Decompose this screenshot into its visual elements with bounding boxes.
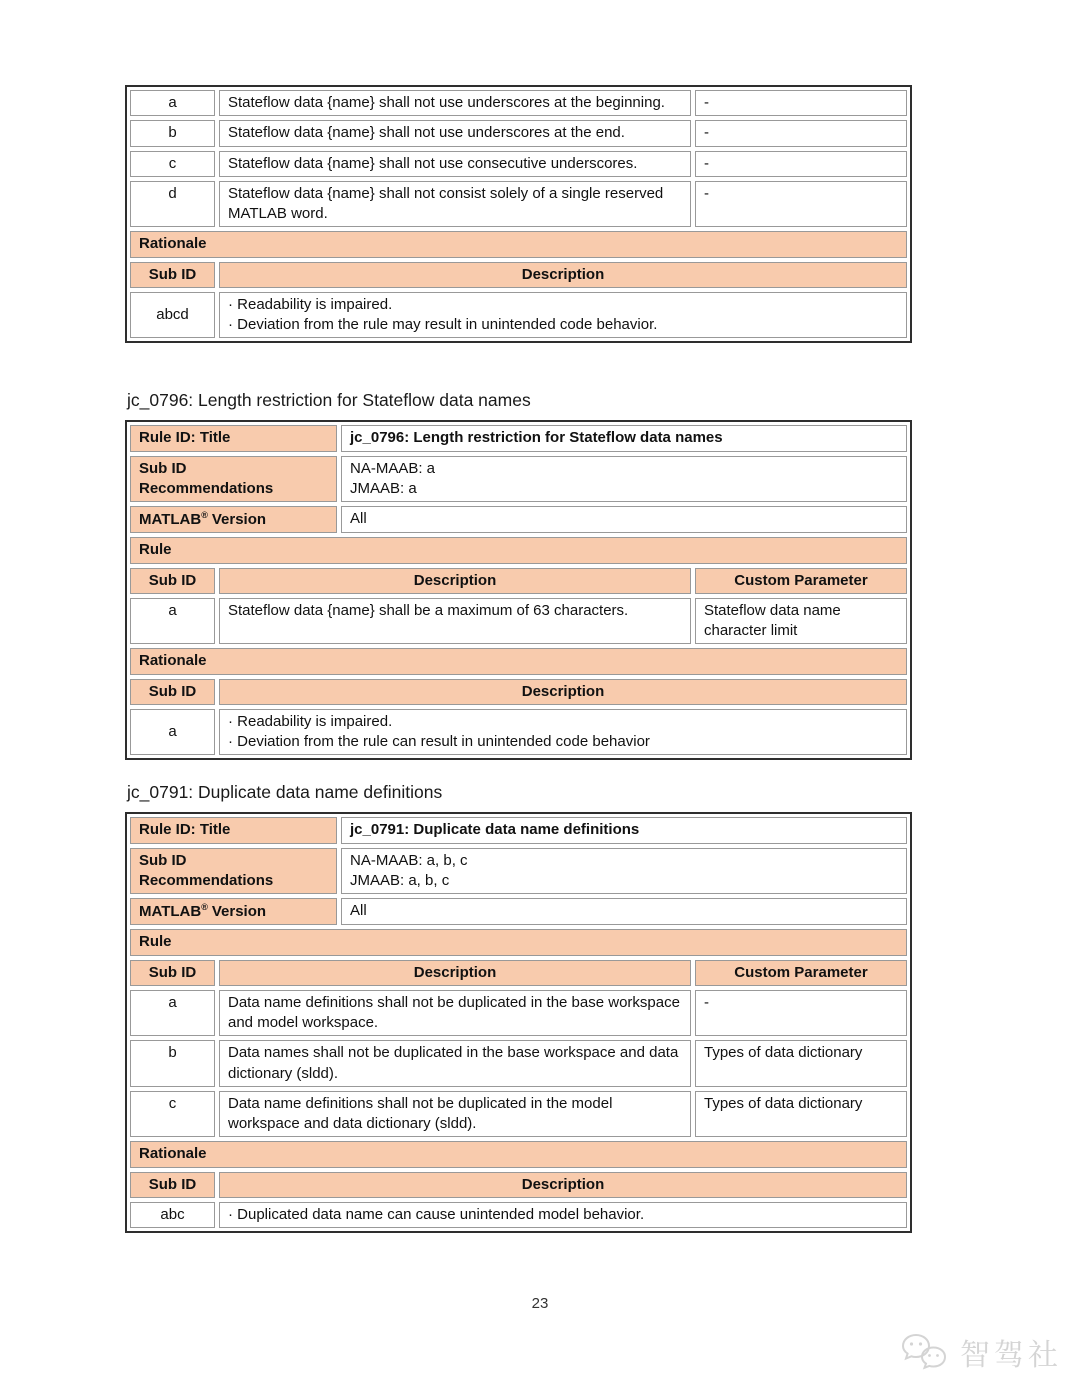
matlab-brand: MATLAB (139, 903, 202, 920)
custom-parameter-header-cell: Custom Parameter (695, 960, 907, 986)
matlab-brand: MATLAB (139, 511, 202, 528)
custom-parameter-cell: - (695, 990, 907, 1037)
table-row (130, 817, 907, 843)
rationale-header-cell: Rationale (130, 231, 907, 257)
wechat-bubbles-icon (900, 1332, 952, 1372)
sub-id-header-cell: Sub ID (130, 679, 215, 705)
sub-id-cell: abcd (130, 292, 215, 339)
table-row (130, 648, 907, 674)
recommendation-line: NA-MAAB: a, b, c (350, 851, 468, 869)
description-cell: Stateflow data {name} shall not use underscores at the beginning. (219, 90, 691, 116)
page-number: 23 (531, 1295, 549, 1312)
label-line: Sub ID (139, 459, 187, 477)
rule-id-title-label-cell: Rule ID: Title (130, 817, 337, 843)
table-row (130, 960, 907, 986)
rule-id-title-value-cell: jc_0796: Length restriction for Stateflow data names (341, 425, 907, 451)
bullet-line: · Deviation from the rule may result in unintended code behavior. (228, 316, 658, 333)
recommendation-line: NA-MAAB: a (350, 459, 436, 477)
version-word: Version (211, 511, 267, 528)
sub-id-cell: c (130, 1091, 215, 1138)
page-content (125, 85, 912, 1233)
sub-id-cell: b (130, 1040, 215, 1087)
sub-id-cell: a (130, 990, 215, 1037)
rule-heading-jc-0791: jc_0791: Duplicate data name definitions (127, 782, 443, 803)
table-row (130, 181, 907, 228)
rule-table-continued (125, 85, 912, 343)
matlab-version-label-cell (130, 506, 337, 533)
table-row (130, 456, 907, 503)
matlab-version-value-cell: All (341, 506, 907, 533)
rule-header-cell: Rule (130, 537, 907, 563)
recommendations-value-cell (341, 456, 907, 503)
description-cell: Stateflow data {name} shall not use consecutive underscores. (219, 151, 691, 177)
table-row (130, 848, 907, 895)
rule-table-jc-0791 (125, 812, 912, 1233)
table-row (130, 1040, 907, 1087)
table-row (130, 990, 907, 1037)
custom-parameter-cell: - (695, 120, 907, 146)
description-cell: Stateflow data {name} shall not consist solely of a single reserved MATLAB word. (219, 181, 691, 228)
table-row (130, 506, 907, 533)
rule-id-title-value-cell: jc_0791: Duplicate data name definitions (341, 817, 907, 843)
custom-parameter-cell: Stateflow data name character limit (695, 598, 907, 645)
registered-mark: ® (201, 902, 208, 912)
sub-id-cell: a (130, 598, 215, 645)
recommendations-value-cell (341, 848, 907, 895)
rule-heading-jc-0796: jc_0796: Length restriction for Stateflow data names (127, 390, 531, 411)
version-word: Version (211, 903, 267, 920)
description-header-cell: Description (219, 1172, 907, 1198)
bullet-line: · Readability is impaired. (228, 295, 393, 313)
sub-id-cell: b (130, 120, 215, 146)
description-header-cell: Description (219, 262, 907, 288)
sub-id-header-cell: Sub ID (130, 1172, 215, 1198)
rationale-header-cell: Rationale (130, 1141, 907, 1167)
recommendation-line: JMAAB: a, b, c (350, 871, 450, 889)
description-header-cell: Description (219, 960, 691, 986)
table-row (130, 425, 907, 451)
table-row (130, 537, 907, 563)
table-row (130, 568, 907, 594)
table-row (130, 151, 907, 177)
description-cell: Stateflow data {name} shall not use underscores at the end. (219, 120, 691, 146)
label-line: Recommendations (139, 479, 274, 497)
table-row (130, 1172, 907, 1198)
sub-id-cell: d (130, 181, 215, 228)
rationale-bullets-cell (219, 709, 907, 756)
description-cell: Data name definitions shall not be duplicated in the base workspace and model workspace. (219, 990, 691, 1037)
description-header-cell: Description (219, 679, 907, 705)
rule-header-cell: Rule (130, 929, 907, 955)
sub-id-cell: a (130, 709, 215, 756)
rationale-header-cell: Rationale (130, 648, 907, 674)
sub-id-cell: a (130, 90, 215, 116)
custom-parameter-cell: Types of data dictionary (695, 1040, 907, 1087)
sub-id-recommendations-label-cell (130, 848, 337, 895)
bullet-line: · Deviation from the rule can result in unintended code behavior (228, 733, 650, 750)
matlab-version-value-cell: All (341, 898, 907, 925)
table-row (130, 1202, 907, 1228)
rationale-bullets-cell (219, 292, 907, 339)
description-cell: Data names shall not be duplicated in the base workspace and data dictionary (sldd). (219, 1040, 691, 1087)
registered-mark: ® (201, 510, 208, 520)
bullet-line: · Duplicated data name can cause unintended model behavior. (228, 1205, 645, 1223)
sub-id-recommendations-label-cell (130, 456, 337, 503)
watermark (900, 1330, 1062, 1374)
rule-table-jc-0796 (125, 420, 912, 760)
bullet-line: · Readability is impaired. (228, 712, 393, 730)
sub-id-header-cell: Sub ID (130, 960, 215, 986)
label-line: Sub ID (139, 851, 187, 869)
table-row (130, 231, 907, 257)
watermark-text: 智驾社 (960, 1339, 1062, 1372)
spacer (125, 343, 912, 390)
table-row (130, 120, 907, 146)
description-cell: Stateflow data {name} shall be a maximum of 63 characters. (219, 598, 691, 645)
rationale-bullets-cell (219, 1202, 907, 1228)
table-row (130, 1091, 907, 1138)
table-row (130, 262, 907, 288)
table-row (130, 292, 907, 339)
table-row (130, 709, 907, 756)
custom-parameter-cell: - (695, 90, 907, 116)
sub-id-header-cell: Sub ID (130, 262, 215, 288)
sub-id-header-cell: Sub ID (130, 568, 215, 594)
table-row (130, 90, 907, 116)
custom-parameter-cell: Types of data dictionary (695, 1091, 907, 1138)
description-cell: Data name definitions shall not be duplicated in the model workspace and data dictionary (sldd). (219, 1091, 691, 1138)
sub-id-cell: abc (130, 1202, 215, 1228)
recommendation-line: JMAAB: a (350, 479, 417, 497)
table-row (130, 898, 907, 925)
label-line: Recommendations (139, 871, 274, 889)
table-row (130, 679, 907, 705)
sub-id-cell: c (130, 151, 215, 177)
description-header-cell: Description (219, 568, 691, 594)
rule-id-title-label-cell: Rule ID: Title (130, 425, 337, 451)
custom-parameter-cell: - (695, 151, 907, 177)
matlab-version-label-cell (130, 898, 337, 925)
custom-parameter-cell: - (695, 181, 907, 228)
table-row (130, 929, 907, 955)
table-row (130, 598, 907, 645)
table-row (130, 1141, 907, 1167)
spacer (125, 760, 912, 782)
custom-parameter-header-cell: Custom Parameter (695, 568, 907, 594)
